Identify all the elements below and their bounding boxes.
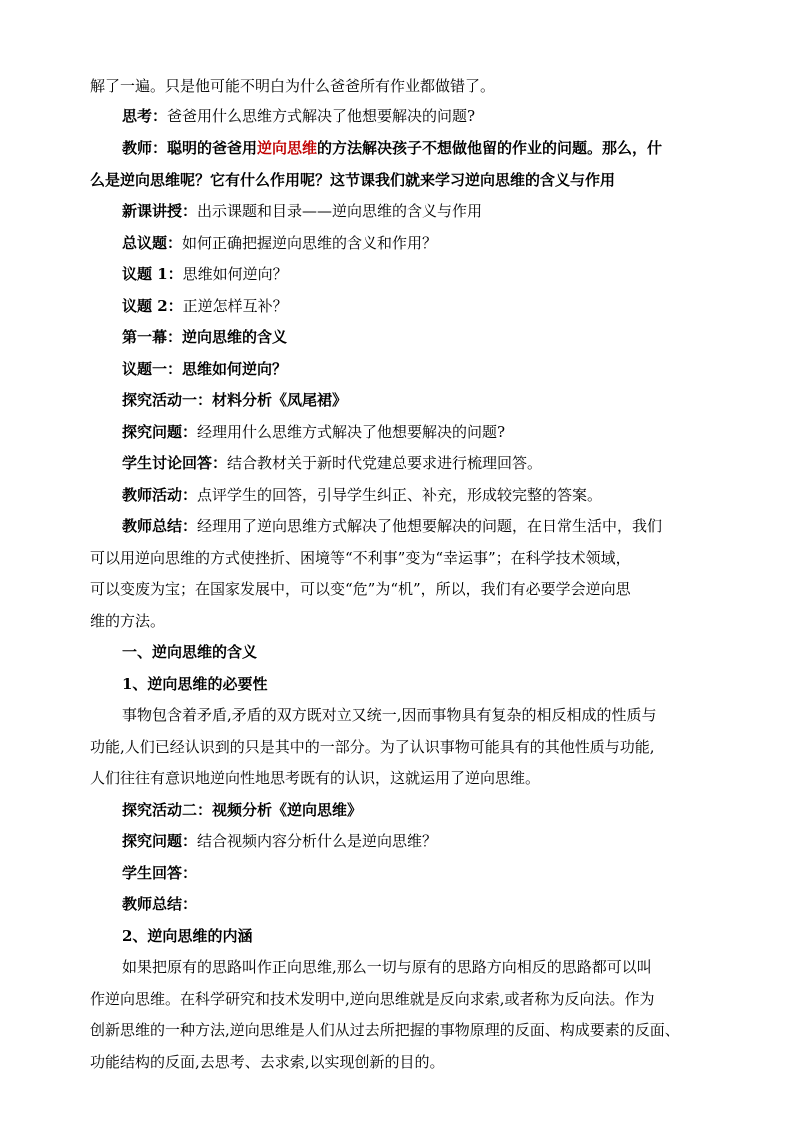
heading-line (122, 674, 267, 694)
line-text: 探究活动一：材料分析《凤尾裙》 (122, 391, 348, 409)
line-text: 教师总结： (122, 895, 198, 913)
line-text: 结合教材关于新时代党建总要求进行梳理回答。 (227, 454, 543, 472)
line-text: 出示课题和目录——逆向思维的含义与作用 (197, 202, 483, 220)
line-text: 教师：聪明的爸爸用 (122, 139, 258, 157)
text-line (90, 548, 631, 568)
heading-line (122, 327, 287, 347)
text-line (90, 579, 631, 599)
line-text: 第一幕：逆向思维的含义 (122, 328, 288, 346)
line-text: 2、逆向思维的内涵 (122, 927, 253, 945)
text-line (122, 296, 288, 316)
teacher-paragraph (122, 138, 662, 158)
line-text: 探究活动二：视频分析《逆向思维》 (122, 801, 363, 819)
text-line (122, 485, 602, 505)
heading-line (122, 863, 197, 883)
line-text: 学生回答： (122, 864, 198, 882)
think-label: 思考： (122, 107, 168, 125)
section-label: 学生讨论回答： (122, 454, 228, 472)
text-line (122, 831, 437, 851)
line-text: 功能,人们已经认识到的只是其中的一部分。为了认识事物可能具有的其他性质与功能, (90, 738, 655, 756)
section-label: 探究问题： (122, 423, 198, 441)
line-text: 1、逆向思维的必要性 (122, 675, 268, 693)
line-text: 如何正确把握逆向思维的含义和作用？ (182, 234, 438, 252)
text-line (90, 76, 495, 96)
line-text: 解了一遍。只是他可能不明白为什么爸爸所有作业都做错了。 (90, 77, 496, 95)
text-line (122, 516, 662, 536)
line-text: 可以变废为宝；在国家发展中，可以变“危”为“机”，所以，我们有必要学会逆向思 (90, 580, 631, 598)
line-text: 经理用了逆向思维方式解决了他想要解决的问题，在日常生活中，我们 (197, 517, 663, 535)
section-label: 教师总结： (122, 517, 198, 535)
text-line (122, 106, 475, 126)
section-label: 总议题： (122, 234, 183, 252)
heading-line (122, 642, 257, 662)
line-text: 经理用什么思维方式解决了他想要解决的问题? (197, 423, 506, 441)
text-line (122, 453, 542, 473)
heading-line (122, 800, 362, 820)
line-text: 创新思维的一种方法,逆向思维是人们从过去所把握的事物原理的反面、构成要素的反面、 (90, 1021, 680, 1039)
section-label: 教师活动： (122, 486, 198, 504)
line-text: 正逆怎样互补？ (182, 297, 288, 315)
text-line (90, 1020, 680, 1040)
text-line (122, 233, 437, 253)
text-line (122, 264, 288, 284)
line-text: 维的方法。 (90, 612, 166, 630)
line-text: 作逆向思维。在科学研究和技术发明中,逆向思维就是反向求索,或者称为反向法。作为 (90, 990, 655, 1008)
highlight-term: 逆向思维 (257, 139, 318, 157)
text-line (90, 737, 655, 757)
line-text: 一、逆向思维的含义 (122, 643, 258, 661)
text-line (122, 422, 505, 442)
section-label: 议题 1： (122, 265, 183, 283)
line-text: 可以用逆向思维的方式使挫折、困境等“不利事”变为“幸运事”；在科学技术领域， (90, 549, 631, 567)
heading-line (122, 359, 287, 379)
text-line (90, 170, 615, 190)
line-text: 议题一：思维如何逆向？ (122, 360, 288, 378)
text-line (90, 989, 655, 1009)
line-text: 么是逆向思维呢？它有什么作用呢？这节课我们就来学习逆向思维的含义与作用 (90, 171, 616, 189)
section-label: 新课讲授： (122, 202, 198, 220)
line-text: 思维如何逆向？ (182, 265, 288, 283)
text-line (122, 201, 482, 221)
line-text: 人们往往有意识地逆向性地思考既有的认识，这就运用了逆向思维。 (90, 769, 541, 787)
line-text: 功能结构的反面,去思考、去求索,以实现创新的目的。 (90, 1053, 445, 1071)
line-text: 点评学生的回答，引导学生纠正、补充，形成较完整的答案。 (197, 486, 603, 504)
section-label: 探究问题： (122, 832, 198, 850)
heading-line (122, 926, 252, 946)
line-text: 结合视频内容分析什么是逆向思维？ (197, 832, 438, 850)
text-line (90, 1052, 445, 1072)
text-line (90, 611, 165, 631)
text-line (122, 705, 657, 725)
line-text: 事物包含着矛盾,矛盾的双方既对立又统一,因而事物具有复杂的相反相成的性质与 (122, 706, 657, 724)
heading-line (122, 390, 347, 410)
line-text: 爸爸用什么思维方式解决了他想要解决的问题? (167, 107, 476, 125)
line-text: 如果把原有的思路叫作正向思维,那么一切与原有的思路方向相反的思路都可以叫 (122, 958, 652, 976)
line-text: 的方法解决孩子不想做他留的作业的问题。那么，什 (317, 139, 663, 157)
text-line (122, 957, 652, 977)
section-label: 议题 2： (122, 297, 183, 315)
text-line (90, 768, 540, 788)
heading-line (122, 894, 197, 914)
